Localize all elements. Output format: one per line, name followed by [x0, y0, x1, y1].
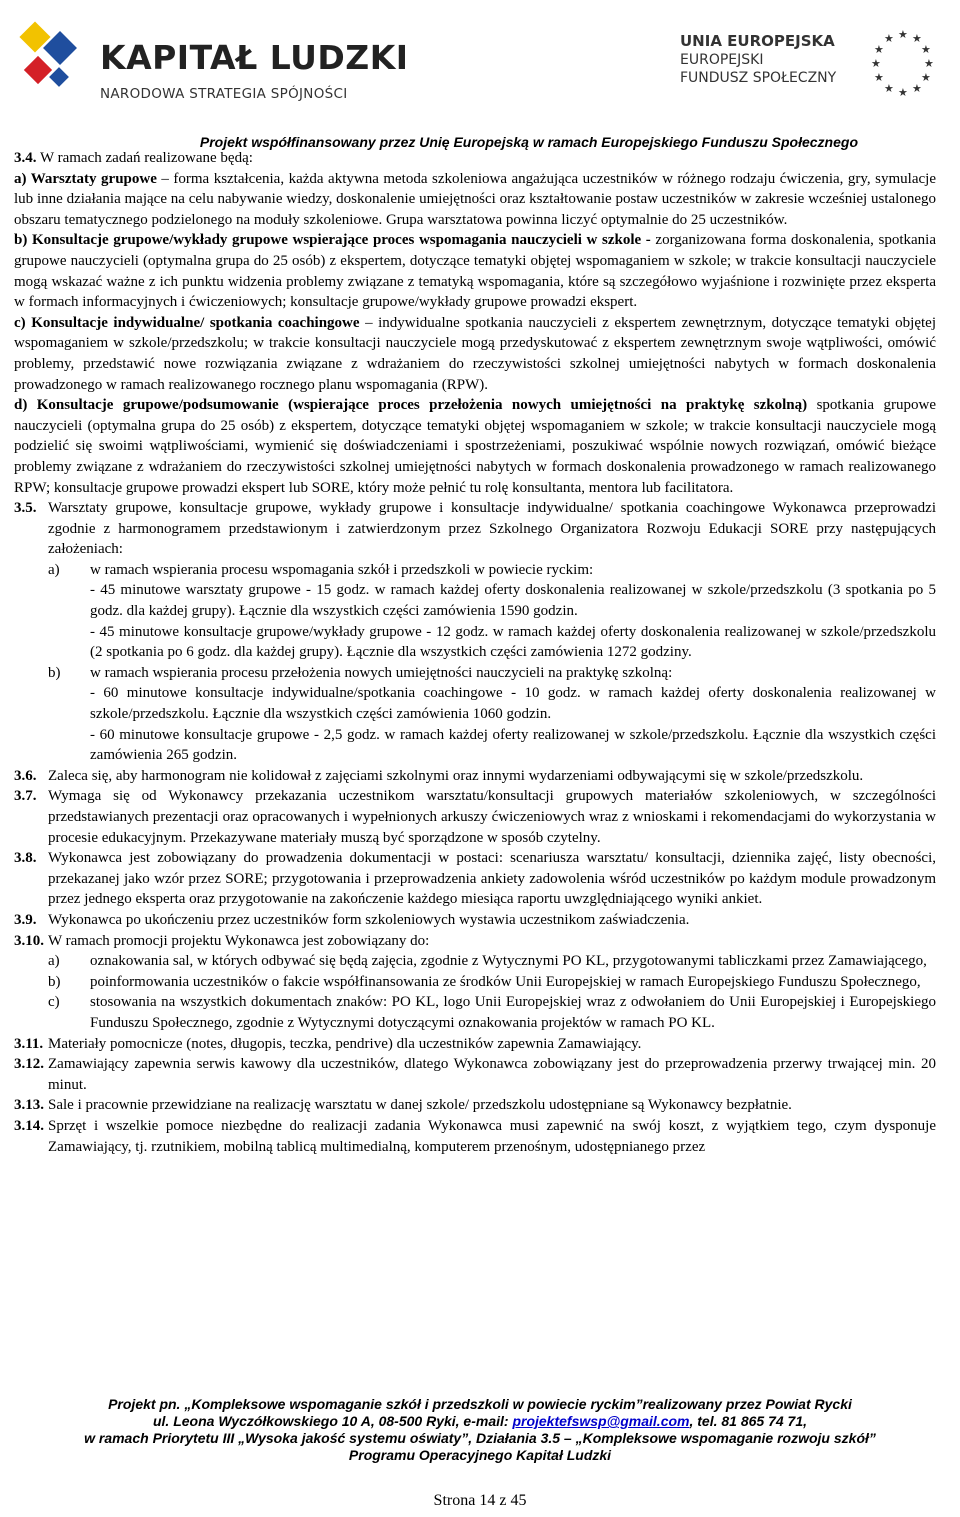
- cofinance-note: Projekt współfinansowany przez Unię Europejską w ramach Europejskiego Funduszu Społecznego: [199, 134, 858, 150]
- section-3-5-b-dash-2: - 60 minutowe konsultacje grupowe - 2,5 godz. w ramach każdej oferty realizowanej w szkole/przedszkolu. Łącznie dla wszystkich części zamówienia 265 godzin.: [90, 726, 936, 764]
- svg-text:★: ★: [884, 82, 894, 95]
- svg-text:★: ★: [874, 71, 884, 84]
- section-text: W ramach zadań realizowane będą:: [36, 150, 253, 166]
- item-text: w ramach wspierania procesu przełożenia nowych umiejętności nauczycieli na praktykę szkolną:: [90, 664, 673, 681]
- item-label: b): [48, 664, 61, 681]
- section-text: Wykonawca jest zobowiązany do prowadzenia dokumentacji w postaci: scenariusza warsztatu/ konsultacji, dziennika zajęć, listy obecności, przekazanej jako wzór przez SORE; przygotowania i przeprowadzenia ankiety zadowolenia wśród uczestników po każdym module prowadzonym przez jednego eksperta oraz przygotowanie na zakończenie każdego miesiąca raportu uwzględniającego wyniki ankiet.: [48, 850, 936, 908]
- item-text: spotkania grupowe nauczycieli (optymalna grupa do 25 osób) z ekspertem, dotyczące tematyki objętej wspomaganiem w szkole; w trakcie konsultacji nauczyciele mogą podzielić się swoimi wątpliwościami, wymienić się doświadczeniami i spostrzeżeniami, poszukiwać wspólnie nowych rozwiązań, omówić bieżące problemy związane z wdrażaniem do rzeczywistości szkolnej umiejętności nabytych w formach doskonalenia prowadzonego w ramach realizowanego RPW; konsultacje grupowe prowadzi ekspert lub SORE, który może pełnić tu rolę konsultanta, mentora lub facilitatora.: [14, 397, 936, 496]
- svg-text:★: ★: [921, 43, 931, 56]
- item-text: w ramach wspierania procesu wspomagania szkół i przedszkoli w powiecie ryckim:: [90, 561, 594, 578]
- section-text: Wykonawca po ukończeniu przez uczestników form szkoleniowych wystawia uczestnikom zaświadczenia.: [48, 911, 690, 928]
- page-footer: [0, 1396, 960, 1464]
- section-number: 3.5.: [14, 500, 37, 517]
- svg-text:★: ★: [898, 28, 908, 41]
- section-3-5-a-dash-2: - 45 minutowe konsultacje grupowe/wykłady grupowe - 12 godz. w ramach każdej oferty doskonalenia realizowanej w szkole/przedszkolu (2 spotkania po 6 godz. dla każdej grupy). Łącznie dla wszystkich części zamówienia 1272 godziny.: [90, 623, 936, 661]
- item-label: a): [48, 561, 60, 578]
- section-text: Zamawiający zapewnia serwis kawowy dla uczestników, dlatego Wykonawca zobowiązany jest do przeprowadzenia przerwy trwającej min. 20 minut.: [48, 1056, 936, 1093]
- section-3-5-b-dash-1: - 60 minutowe konsultacje indywidualne/spotkania coachingowe - 10 godz. w ramach każdej oferty doskonalenia realizowanej w szkole/przedszkolu. Łącznie dla wszystkich części zamówienia 1060 godzin.: [90, 685, 936, 723]
- item-heading: c) Konsultacje indywidualne/ spotkania coachingowe: [14, 314, 360, 331]
- footer-line-1: Projekt pn. „Kompleksowe wspomaganie szkół i przedszkoli w powiecie ryckim”realizowany przez Powiat Rycki: [108, 1396, 852, 1412]
- section-3-10-a: [48, 951, 936, 972]
- section-3-11: [14, 1034, 936, 1055]
- footer-phone: , tel. 81 865 74 71,: [689, 1413, 808, 1429]
- section-text: Warsztaty grupowe, konsultacje grupowe, wykłady grupowe i konsultacje indywidualne/ spotkania coachingowe Wykonawca przeprowadzi zgodnie z harmonogramem przedstawionym i zatwierdzonym przez Szkolnego Organizatora Rozwoju Edukacji SORE przy następujących założeniach:: [48, 500, 936, 558]
- section-number: 3.13.: [14, 1097, 44, 1114]
- item-text: stosowania na wszystkich dokumentach znaków: PO KL, logo Unii Europejskiej wraz z odwołaniem do Unii Europejskiej i Europejskiego Funduszu Społecznego, zgodnie z Wytycznymi dotyczącymi oznakowania projektów w ramach PO KL.: [90, 994, 936, 1031]
- section-number: 3.4.: [14, 150, 37, 166]
- section-3-12: [14, 1054, 936, 1095]
- document-body: [14, 148, 936, 1157]
- section-3-10: [14, 931, 936, 952]
- section-number: 3.14.: [14, 1117, 44, 1134]
- section-number: 3.6.: [14, 767, 37, 784]
- section-text: Materiały pomocnicze (notes, długopis, teczka, pendrive) dla uczestników zapewnia Zamawiający.: [48, 1035, 642, 1052]
- item-label: b): [48, 973, 61, 990]
- footer-address: ul. Leona Wyczółkowskiego 10 A, 08-500 Ryki, e-mail:: [152, 1413, 513, 1429]
- section-3-7: [14, 786, 936, 848]
- section-number: 3.12.: [14, 1056, 44, 1073]
- svg-text:★: ★: [921, 71, 931, 84]
- svg-text:★: ★: [871, 57, 881, 70]
- section-3-4-intro: [14, 148, 936, 169]
- section-3-8: [14, 848, 936, 910]
- item-text: – forma kształcenia, każda aktywna metoda szkoleniowa angażująca uczestników w różnego rodzaju ćwiczenia, gry, symulacje lub inne działania mające na celu nabywanie wiedzy, doskonalenie umiejętności oraz kształtowanie postaw uczestników w zakresie wcześniej ustalonego obszaru tematycznego podzielonego na moduły szkoleniowe. Grupa warsztatowa powinna liczyć optymalnie do 25 uczestników.: [14, 170, 936, 228]
- section-number: 3.10.: [14, 932, 44, 949]
- svg-text:★: ★: [912, 82, 922, 95]
- section-number: 3.8.: [14, 850, 37, 867]
- page-of: z: [495, 1492, 511, 1509]
- page-total: 45: [510, 1492, 527, 1509]
- section-3-10-b: [48, 972, 936, 993]
- section-3-9: [14, 910, 936, 931]
- kl-title: KAPITAŁ LUDZKI: [100, 38, 409, 77]
- svg-text:★: ★: [874, 43, 884, 56]
- section-3-13: [14, 1095, 936, 1116]
- kapital-ludzki-emblem-icon: [18, 20, 88, 100]
- section-3-5: [14, 498, 936, 560]
- svg-text:★: ★: [898, 86, 908, 98]
- item-heading: b) Konsultacje grupowe/wykłady grupowe wspierające proces wspomagania nauczycieli w szkole -: [14, 232, 651, 249]
- footer-line-2: [0, 1413, 960, 1430]
- kl-subtitle: NARODOWA STRATEGIA SPÓJNOŚCI: [100, 86, 348, 102]
- section-text: W ramach promocji projektu Wykonawca jest zobowiązany do:: [48, 932, 430, 949]
- item-heading: d) Konsultacje grupowe/podsumowanie (wspierające proces przełożenia nowych umiejętności na praktykę szkolną): [14, 397, 808, 414]
- kapital-ludzki-logo: [14, 14, 409, 114]
- item-label: a): [48, 953, 60, 970]
- section-number: 3.9.: [14, 911, 37, 928]
- svg-text:★: ★: [924, 57, 934, 70]
- page-number: [0, 1492, 960, 1510]
- item-text: – indywidualne spotkania nauczycieli z ekspertem zewnętrznym, dotyczące tematyki objętej wspomaganiem w szkole/przedszkolu; w trakcie konsultacji nauczyciele mogą przedyskutować z ekspertem zewnętrznym swoje wątpliwości, omówić problemy, przedstawić nowe rozwiązania związane z wdrażaniem do rzeczywistości szkolnej umiejętności nabytych w formach doskonalenia prowadzonego w ramach realizowanego rocznego planu wspomagania (RPW).: [14, 314, 937, 393]
- section-number: 3.11.: [14, 1035, 44, 1052]
- section-3-5-b: [48, 663, 936, 684]
- section-number: 3.7.: [14, 788, 37, 805]
- item-text: zorganizowana forma doskonalenia, spotkania grupowe nauczycieli (optymalna grupa do 25 osób) z ekspertem, dotyczące tematyki objętej wspomaganiem w szkole; w trakcie konsultacji nauczyciele mogą wskazać ważne z ich punktu widzenia problemy związane z tematyką wspomagania, które są szczegółowo wyjaśnione i rozwinięte przez eksperta w formach informacyjnych i ćwiczeniowych; konsultacje grupowe/wykłady grupowe prowadzi ekspert.: [14, 232, 936, 311]
- section-text: Sale i pracownie przewidziane na realizację warsztatu w danej szkole/ przedszkolu udostępniane są Wykonawcy bezpłatnie.: [48, 1097, 792, 1114]
- item-label: c): [48, 994, 60, 1011]
- section-3-4-b: [14, 230, 936, 312]
- svg-text:★: ★: [884, 32, 894, 45]
- section-text: Sprzęt i wszelkie pomoce niezbędne do realizacji zadania Wykonawca musi zapewnić na swój koszt, z wyjątkiem tego, czym dysponuje Zamawiający, tj. rzutnikiem, mobilną tablicą multimedialną, komputerem przenośnym, udostępnianego przez: [48, 1117, 936, 1155]
- section-3-4-a: [14, 169, 936, 231]
- page-current: 14: [479, 1492, 496, 1509]
- ue-line-1: UNIA EUROPEJSKA: [680, 32, 835, 50]
- section-text: Wymaga się od Wykonawcy przekazania uczestnikom warsztatu/konsultacji grupowych materiałów szkoleniowych, w szczególności przedstawianych prezentacji oraz opracowanych i wypełnionych arkuszy ćwiczeniowych wraz z wnioskami i rekomendacjami do wykorzystania w procesie edukacyjnym. Przekazywane materiały muszą być sporządzone w sposób czytelny.: [48, 788, 936, 846]
- section-3-4-c: [14, 313, 936, 395]
- item-text: poinformowania uczestników o fakcie współfinansowania ze środków Unii Europejskiej w ramach Europejskiego Funduszu Społecznego,: [90, 973, 921, 990]
- ue-line-3: FUNDUSZ SPOŁECZNY: [680, 70, 837, 86]
- eu-stars-icon: [865, 26, 937, 98]
- section-3-10-c: [48, 992, 936, 1033]
- ue-logo: [680, 26, 950, 106]
- ue-line-2: EUROPEJSKI: [680, 52, 764, 68]
- page-prefix: Strona: [433, 1492, 480, 1509]
- section-3-6: [14, 766, 936, 787]
- footer-line-4: Programu Operacyjnego Kapitał Ludzki: [348, 1447, 612, 1463]
- section-3-5-a: [48, 560, 936, 581]
- email-link[interactable]: projektefswsp@gmail.com: [512, 1413, 690, 1429]
- section-3-14: [14, 1116, 936, 1157]
- section-3-4-d: [14, 395, 936, 498]
- item-text: oznakowania sal, w których odbywać się będą zajęcia, zgodnie z Wytycznymi PO KL, przygotowanymi tabliczkami przez Zamawiającego,: [90, 953, 927, 970]
- section-3-5-a-dash-1: - 45 minutowe warsztaty grupowe - 15 godz. w ramach każdej oferty doskonalenia realizowanej w szkole/przedszkolu (3 spotkania po 5 godz. dla każdej grupy). Łącznie dla wszystkich części zamówienia 1590 godzin.: [90, 582, 936, 620]
- section-text: Zaleca się, aby harmonogram nie kolidował z zajęciami szkolnymi oraz innymi wydarzeniami odbywającymi się w szkole/przedszkolu.: [48, 767, 864, 784]
- item-heading: a) Warsztaty grupowe: [14, 170, 157, 187]
- footer-line-3: w ramach Priorytetu III „Wysoka jakość systemu oświaty”, Działania 3.5 – „Kompleksowe wspomaganie rozwoju szkół”: [84, 1430, 876, 1446]
- svg-text:★: ★: [912, 32, 922, 45]
